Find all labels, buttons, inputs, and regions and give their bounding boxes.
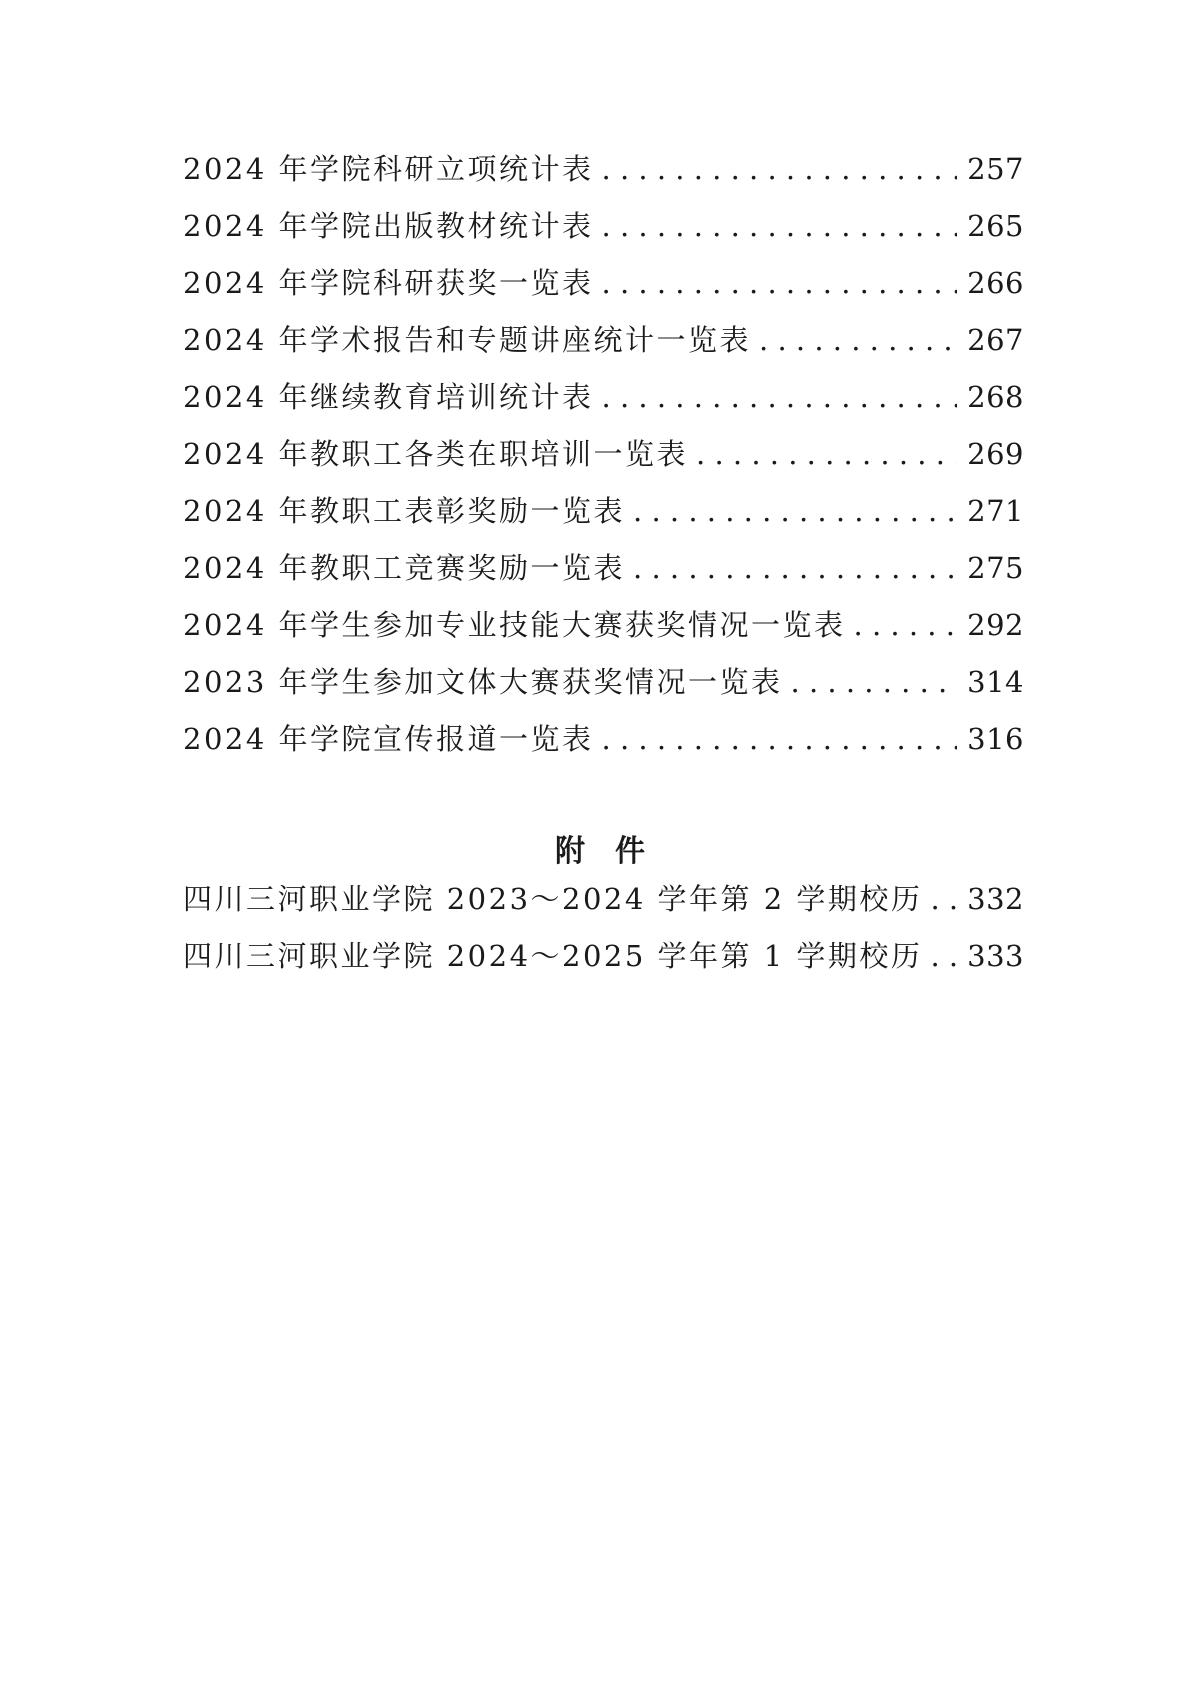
toc-entry-page: 314	[967, 665, 1024, 699]
toc-entry-title: 2024 年教职工表彰奖励一览表	[183, 494, 626, 528]
toc-entry-title: 2023 年学生参加文体大赛获奖情况一览表	[183, 665, 783, 699]
toc-dot-leader	[633, 551, 957, 585]
toc-entry-page: 269	[967, 437, 1024, 471]
toc-entry-page: 316	[967, 722, 1024, 756]
toc-entry-title: 2024 年学院宣传报道一览表	[183, 722, 594, 756]
toc-entry-page: 268	[967, 380, 1024, 414]
appendix-heading: 附件	[555, 834, 675, 869]
toc-entry[interactable]	[183, 603, 1024, 660]
toc-entry-page: 265	[967, 209, 1024, 243]
toc-entry-page: 332	[967, 882, 1024, 916]
toc-entry[interactable]	[183, 261, 1024, 318]
toc-entry-title: 2024 年学院出版教材统计表	[183, 209, 594, 243]
toc-dot-leader	[930, 882, 957, 916]
toc-dot-leader	[602, 722, 958, 756]
toc-entry-title: 2024 年学生参加专业技能大赛获奖情况一览表	[183, 608, 846, 642]
toc-entry[interactable]	[183, 717, 1024, 774]
toc-dot-leader	[854, 608, 958, 642]
toc-dot-leader	[633, 494, 957, 528]
toc-entry-page: 275	[967, 551, 1024, 585]
toc-entry-page: 292	[967, 608, 1024, 642]
toc-entry-page: 333	[967, 939, 1024, 973]
toc-entry-page: 271	[967, 494, 1024, 528]
toc-entry-page: 257	[967, 152, 1024, 186]
toc-entry[interactable]	[183, 489, 1024, 546]
toc-dot-leader	[602, 152, 958, 186]
toc-entry[interactable]	[183, 147, 1024, 204]
toc-entry[interactable]	[183, 546, 1024, 603]
toc-entry-page: 266	[967, 266, 1024, 300]
toc-dot-leader	[602, 209, 958, 243]
toc-entry[interactable]	[183, 375, 1024, 432]
toc-entry[interactable]	[183, 318, 1024, 375]
toc-entry-title: 2024 年学术报告和专题讲座统计一览表	[183, 323, 752, 357]
toc-entry-title: 2024 年教职工各类在职培训一览表	[183, 437, 689, 471]
table-of-contents	[183, 147, 1024, 774]
toc-entry[interactable]	[183, 660, 1024, 717]
appendix-contents	[183, 877, 1024, 991]
toc-entry-title: 2024 年学院科研获奖一览表	[183, 266, 594, 300]
toc-dot-leader	[759, 323, 957, 357]
toc-entry[interactable]	[183, 877, 1024, 934]
toc-entry-title: 2024 年学院科研立项统计表	[183, 152, 594, 186]
toc-entry-title: 2024 年继续教育培训统计表	[183, 380, 594, 414]
toc-entry-title: 2024 年教职工竞赛奖励一览表	[183, 551, 626, 585]
toc-dot-leader	[602, 266, 958, 300]
toc-entry-title: 四川三河职业学院 2024～2025 学年第 1 学期校历	[183, 939, 923, 973]
toc-entry-title: 四川三河职业学院 2023～2024 学年第 2 学期校历	[183, 882, 923, 916]
toc-dot-leader	[696, 437, 957, 471]
toc-entry[interactable]	[183, 204, 1024, 261]
toc-dot-leader	[791, 665, 958, 699]
toc-entry-page: 267	[967, 323, 1024, 357]
toc-entry[interactable]	[183, 934, 1024, 991]
toc-entry[interactable]	[183, 432, 1024, 489]
toc-dot-leader	[602, 380, 958, 414]
toc-dot-leader	[930, 939, 957, 973]
